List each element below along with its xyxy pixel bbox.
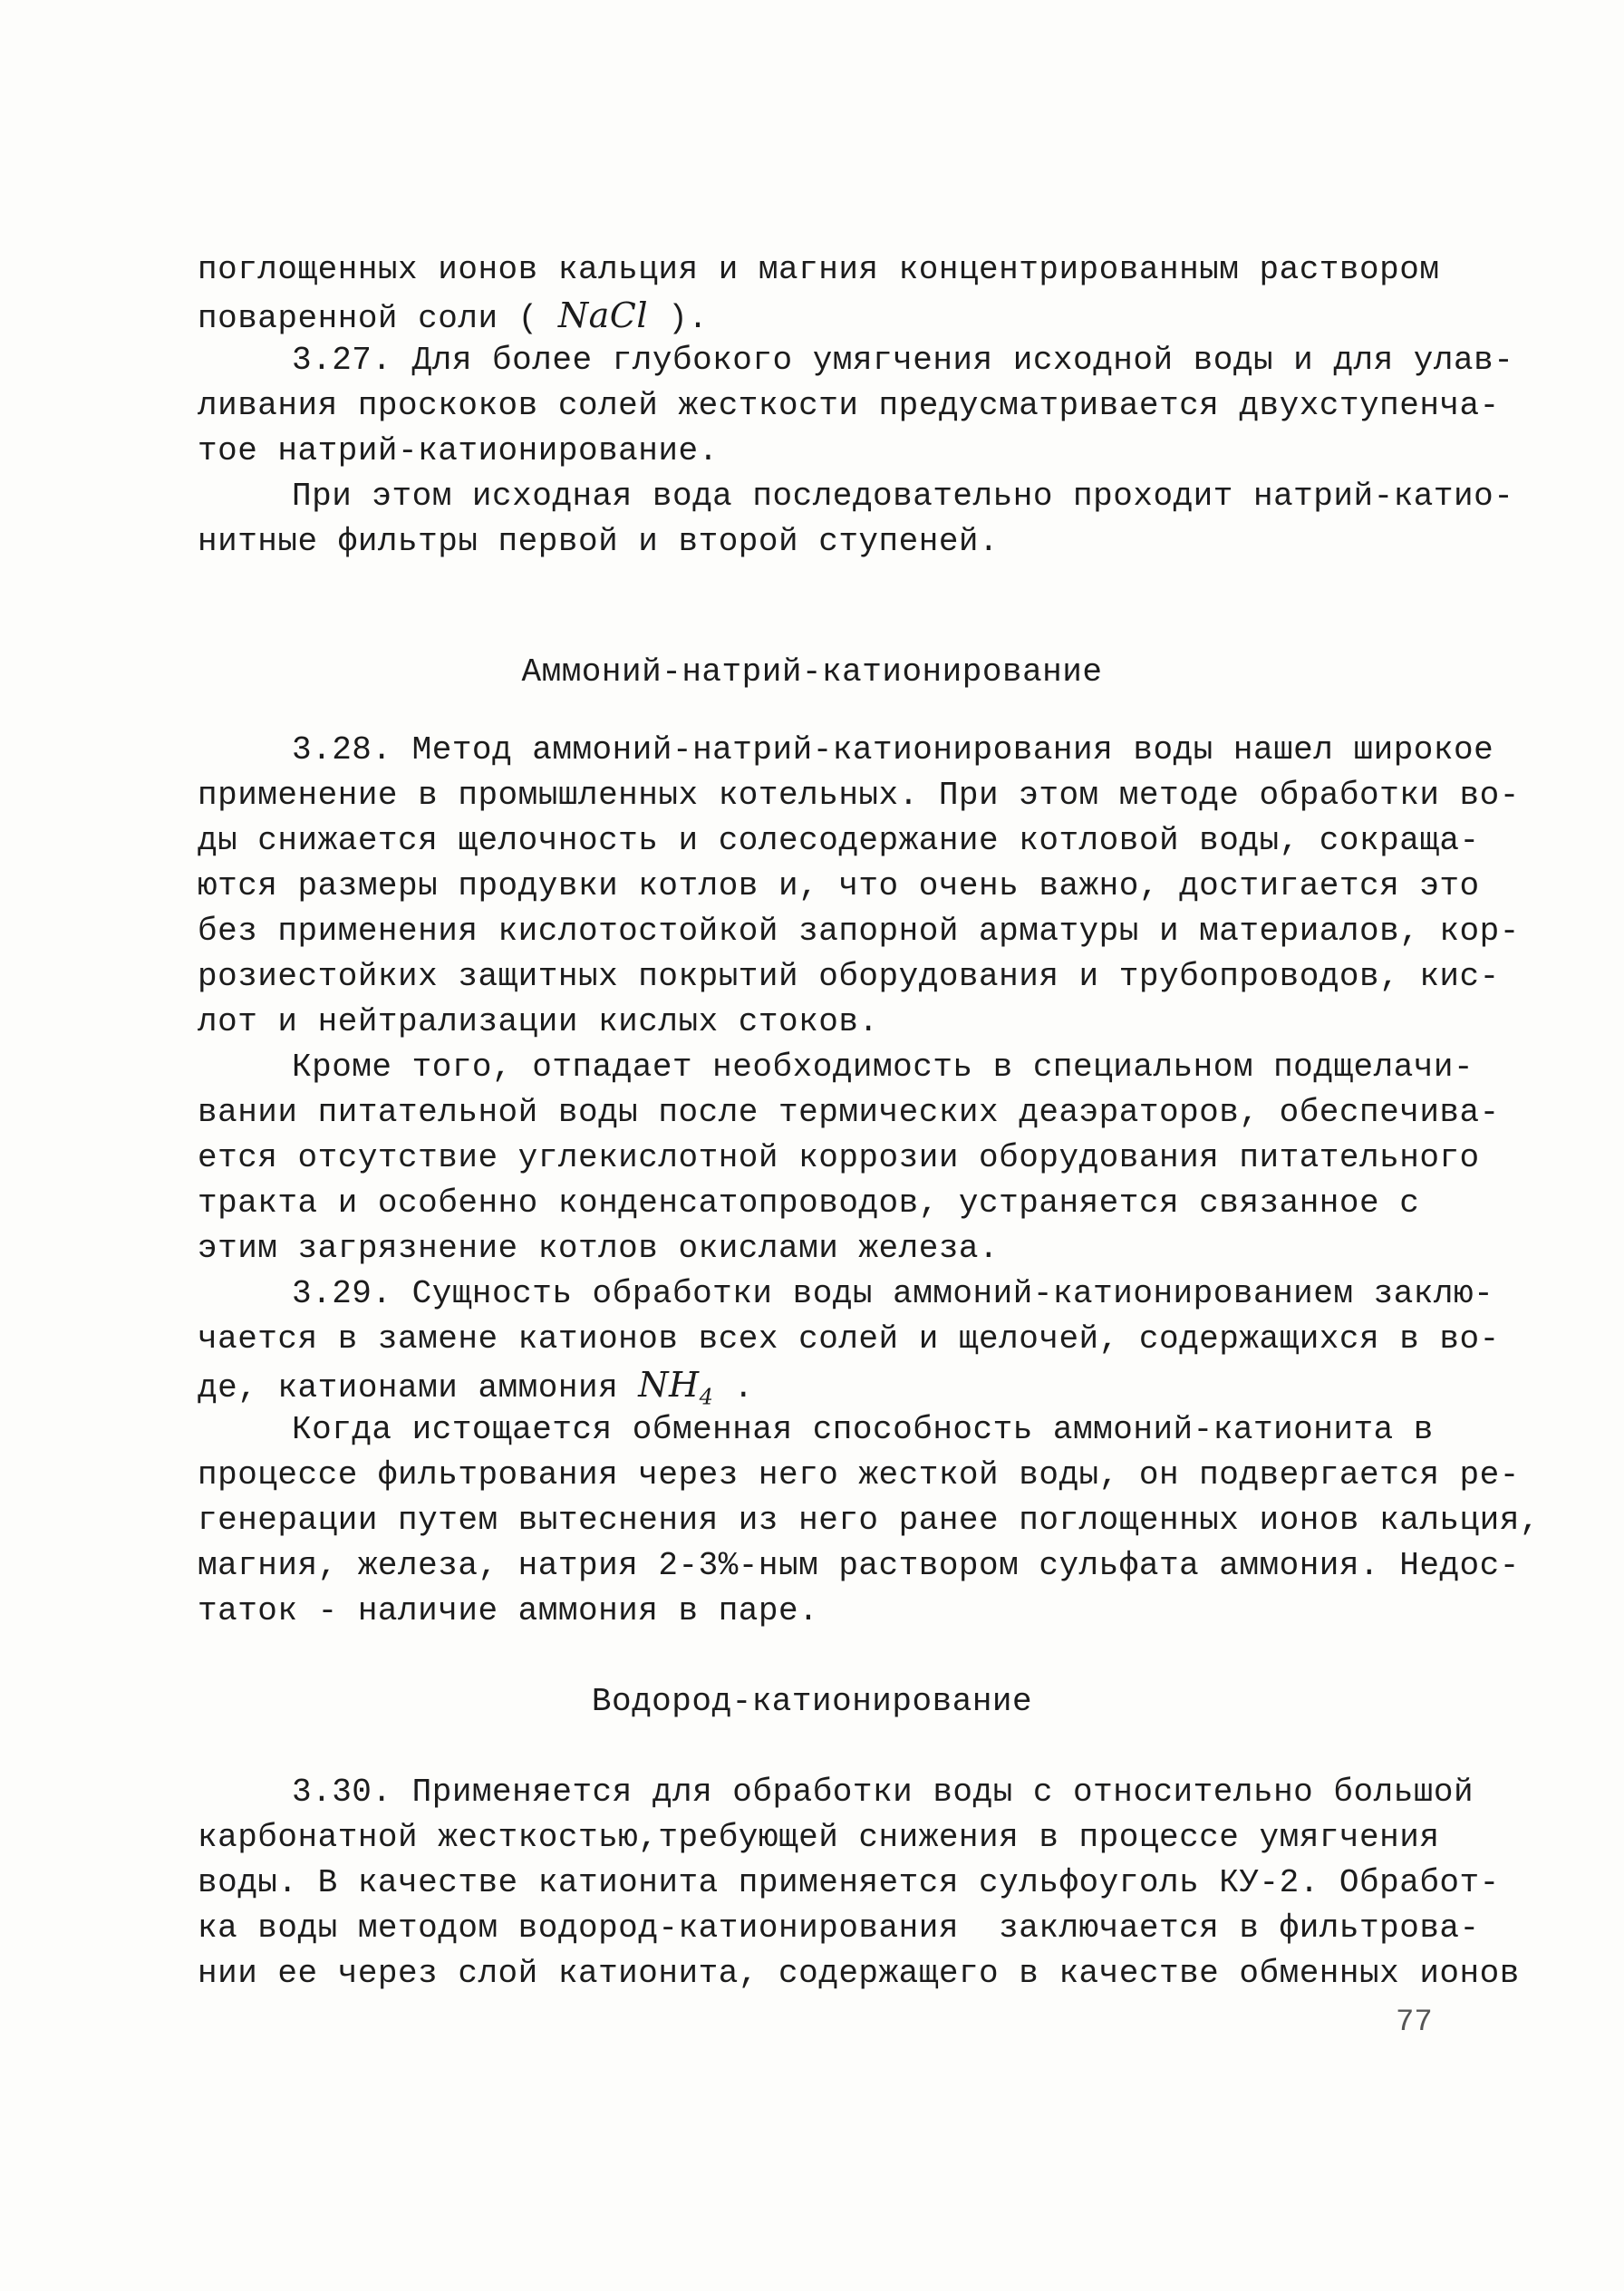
text-line: применение в промышленных котельных. При этом методе обработки во- [198, 777, 1520, 814]
text-line: магния, железа, натрия 2-3%-ным раствором сульфата аммония. Недос- [198, 1547, 1520, 1584]
section-heading: Водород-катионирование [591, 1683, 1033, 1720]
text-line: ливания проскоков солей жесткости предусматривается двухступенча- [198, 387, 1500, 424]
text-line: лот и нейтрализации кислых стоков. [198, 1003, 879, 1040]
text-line: тракта и особенно конденсатопроводов, устраняется связанное с [198, 1184, 1420, 1222]
text-line: розиестойких защитных покрытий оборудования и трубопроводов, кис- [198, 958, 1500, 995]
text-line: При этом исходная вода последовательно проходит натрий-катио- [292, 478, 1514, 515]
text-line: 3.28. Метод аммоний-натрий-катионирования воды нашел широкое [292, 731, 1494, 768]
text-line: ды снижается щелочность и солесодержание котловой воды, сокраща- [198, 822, 1480, 859]
page-number: 77 [1396, 2006, 1433, 2040]
text-line: воды. В качестве катионита применяется сульфоуголь КУ-2. Обработ- [198, 1864, 1500, 1901]
section-heading: Аммоний-натрий-катионирование [521, 653, 1103, 691]
text-line: Когда истощается обменная способность аммоний-катионита в [292, 1411, 1434, 1448]
formula-nh4-subscript: 4 [699, 1384, 714, 1410]
text-line: 3.30. Применяется для обработки воды с относительно большой [292, 1774, 1474, 1811]
text-fragment: ). [648, 300, 709, 337]
text-fragment: . [713, 1369, 754, 1406]
text-line: нии ее через слой катионита, содержащего в качестве обменных ионов [198, 1955, 1520, 1992]
text-line: чается в замене катионов всех солей и щелочей, содержащихся в во- [198, 1320, 1500, 1358]
text-fragment: поваренной соли ( [198, 300, 558, 337]
text-line: без применения кислотостойкой запорной арматуры и материалов, кор- [198, 913, 1520, 950]
text-line: ется отсутствие углекислотной коррозии оборудования питательного [198, 1139, 1480, 1176]
text-line: 3.29. Сущность обработки воды аммоний-катионированием заклю- [292, 1275, 1494, 1312]
text-line: 3.27. Для более глубокого умягчения исходной воды и для улав- [292, 342, 1514, 379]
formula-nacl: NaCl [557, 295, 649, 335]
text-line: ются размеры продувки котлов и, что очень важно, достигается это [198, 867, 1480, 904]
text-line: Кроме того, отпадает необходимость в специальном подщелачи- [292, 1049, 1474, 1086]
text-line: нитные фильтры первой и второй ступеней. [198, 523, 1000, 560]
text-fragment: де, катионами аммония [198, 1369, 639, 1406]
text-line: ка воды методом водород-катионирования заключается в фильтрова- [198, 1909, 1480, 1947]
text-line: таток - наличие аммония в паре. [198, 1592, 819, 1629]
formula-nh4 [638, 1365, 714, 1410]
text-line: процессе фильтрования через него жесткой воды, он подвергается ре- [198, 1456, 1520, 1494]
formula-nh4-base: NH [638, 1365, 700, 1405]
text-line [198, 295, 708, 339]
text-line: тое натрий-катионирование. [198, 432, 719, 469]
text-line: вании питательной воды после термических деаэраторов, обеспечива- [198, 1094, 1500, 1131]
text-line: карбонатной жесткостью,требующей снижения в процессе умягчения [198, 1819, 1440, 1856]
text-line: генерации путем вытеснения из него ранее поглощенных ионов кальция, [198, 1502, 1540, 1539]
text-line: этим загрязнение котлов окислами железа. [198, 1230, 1000, 1267]
text-line [198, 1365, 754, 1417]
text-line: поглощенных ионов кальция и магния концентрированным раствором [198, 251, 1440, 288]
